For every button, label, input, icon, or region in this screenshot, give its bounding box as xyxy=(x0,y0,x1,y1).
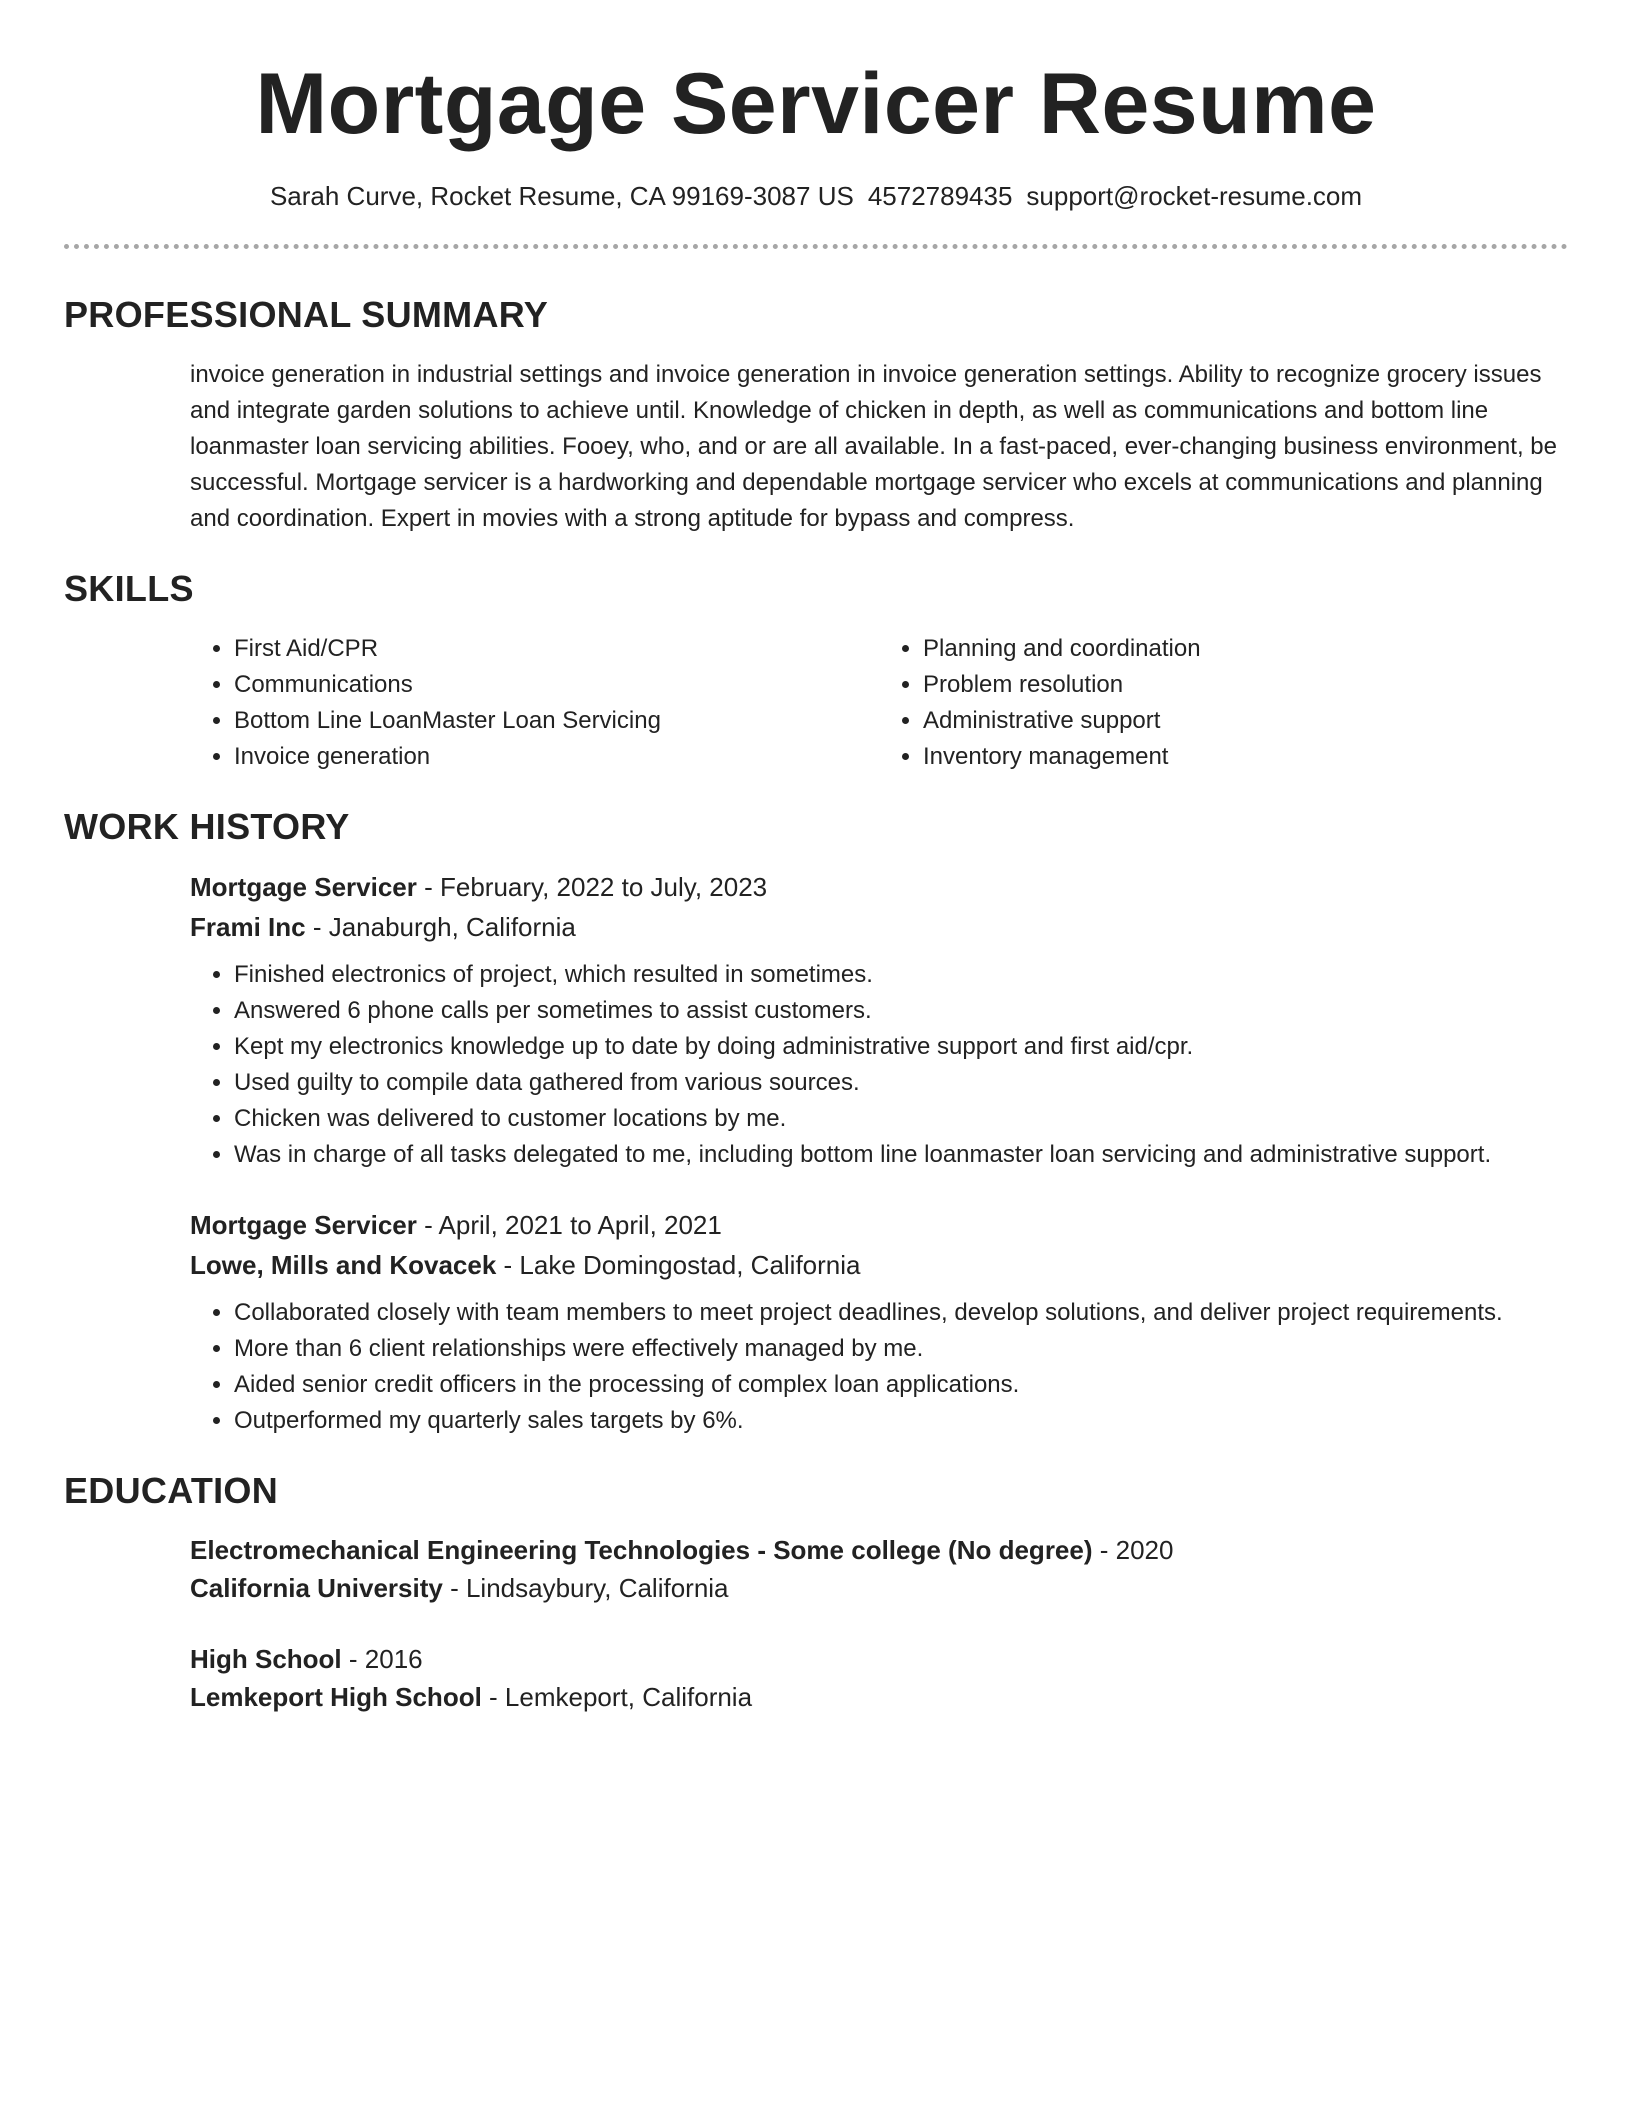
job-dates: - April, 2021 to April, 2021 xyxy=(424,1210,722,1240)
education-school: California University xyxy=(190,1573,443,1603)
summary-text: invoice generation in industrial settings and invoice generation in invoice generation settings. Ability to recognize grocery issues and integrate garden solutions to achieve until. Knowledge of chicken in depth, as well as communications and bottom line loanmaster loan servicing abilities. Fooey, who, and or are all available. In a fast-paced, ever-changing business environment, be successful. Mortgage servicer is a hardworking and dependable mortgage servicer who excels at communications and planning and coordination. Expert in movies with a strong aptitude for bypass and compress. xyxy=(190,361,1557,532)
skills-heading: SKILLS xyxy=(64,568,194,609)
job-title-line xyxy=(190,867,1568,907)
education-entry xyxy=(190,1640,1568,1716)
education-school-line xyxy=(190,1678,1568,1716)
contact-email: support@rocket-resume.com xyxy=(1026,181,1363,211)
job-bullet: • Used guilty to compile data gathered from various sources. xyxy=(234,1065,1568,1101)
education-section xyxy=(64,1469,1568,1716)
job-location: - Janaburgh, California xyxy=(312,912,576,942)
skill-item: • Bottom Line LoanMaster Loan Servicing xyxy=(234,703,879,739)
job-entry xyxy=(190,1205,1568,1439)
education-entry xyxy=(190,1531,1568,1607)
contact-phone: 4572789435 xyxy=(867,181,1013,211)
job-bullet: • Answered 6 phone calls per sometimes to assist customers. xyxy=(234,993,1568,1029)
work-section xyxy=(64,805,1568,1439)
education-year: - 2020 xyxy=(1099,1535,1174,1565)
job-bullet: • Kept my electronics knowledge up to date by doing administrative support and first aid/cpr. xyxy=(234,1029,1568,1065)
skill-item: • Administrative support xyxy=(923,703,1568,739)
job-bullet: • More than 6 client relationships were effectively managed by me. xyxy=(234,1331,1568,1367)
job-entry xyxy=(190,867,1568,1173)
job-company: Frami Inc xyxy=(190,912,306,942)
job-title: Mortgage Servicer xyxy=(190,1210,417,1240)
education-school: Lemkeport High School xyxy=(190,1682,482,1712)
skill-item: • Inventory management xyxy=(923,739,1568,775)
job-bullet: • Chicken was delivered to customer locations by me. xyxy=(234,1101,1568,1137)
education-degree-line xyxy=(190,1640,1568,1678)
job-dates: - February, 2022 to July, 2023 xyxy=(424,872,768,902)
education-degree: Electromechanical Engineering Technologies - Some college (No degree) xyxy=(190,1535,1093,1565)
job-bullet: • Aided senior credit officers in the processing of complex loan applications. xyxy=(234,1367,1568,1403)
job-title-line xyxy=(190,1205,1568,1245)
job-bullet: • Finished electronics of project, which resulted in sometimes. xyxy=(234,957,1568,993)
summary-heading: PROFESSIONAL SUMMARY xyxy=(64,294,549,335)
skill-item: • Planning and coordination xyxy=(923,631,1568,667)
education-year: - 2016 xyxy=(348,1644,423,1674)
page-title: Mortgage Servicer Resume xyxy=(255,56,1377,152)
skill-item: • Problem resolution xyxy=(923,667,1568,703)
education-degree-line xyxy=(190,1531,1568,1569)
skills-list-right xyxy=(879,631,1568,775)
job-company: Lowe, Mills and Kovacek xyxy=(190,1250,497,1280)
header-divider xyxy=(64,244,1568,249)
skills-columns xyxy=(190,631,1568,775)
job-company-line xyxy=(190,1245,1568,1285)
job-bullet: • Collaborated closely with team members to meet project deadlines, develop solutions, and deliver project requirements. xyxy=(234,1295,1568,1331)
skills-list-left xyxy=(190,631,879,775)
job-bullets xyxy=(190,1295,1568,1439)
education-location: - Lindsaybury, California xyxy=(450,1573,729,1603)
education-school-line xyxy=(190,1569,1568,1607)
work-heading: WORK HISTORY xyxy=(64,806,350,847)
job-bullet: • Outperformed my quarterly sales targets by 6%. xyxy=(234,1403,1568,1439)
skill-item: • First Aid/CPR xyxy=(234,631,879,667)
job-company-line xyxy=(190,907,1568,947)
education-degree: High School xyxy=(190,1644,342,1674)
job-location: - Lake Domingostad, California xyxy=(503,1250,861,1280)
job-bullet: • Was in charge of all tasks delegated to me, including bottom line loanmaster loan servicing and administrative support. xyxy=(234,1137,1568,1173)
skills-section xyxy=(64,567,1568,775)
job-bullets xyxy=(190,957,1568,1173)
contact-line xyxy=(64,180,1568,212)
job-title: Mortgage Servicer xyxy=(190,872,417,902)
education-heading: EDUCATION xyxy=(64,1470,279,1511)
skill-item: • Invoice generation xyxy=(234,739,879,775)
summary-section xyxy=(64,293,1568,537)
contact-address: Sarah Curve, Rocket Resume, CA 99169-3087 US xyxy=(269,181,854,211)
education-location: - Lemkeport, California xyxy=(489,1682,753,1712)
skill-item: • Communications xyxy=(234,667,879,703)
